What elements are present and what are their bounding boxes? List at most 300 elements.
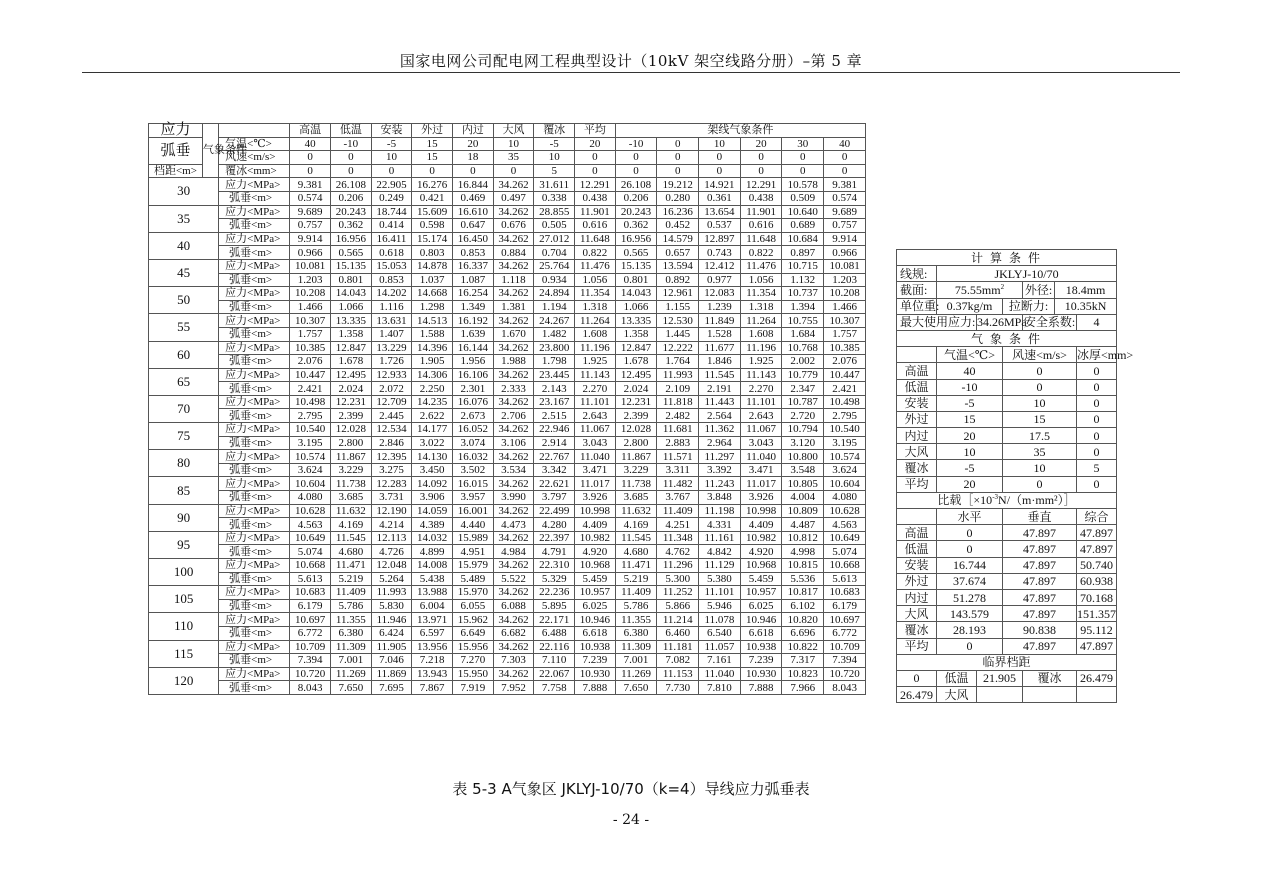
- stress-cell: 9.914: [824, 232, 866, 246]
- sag-cell: 3.926: [740, 491, 782, 505]
- stress-cell: 11.101: [699, 586, 741, 600]
- weather-wind: 10: [1003, 460, 1077, 476]
- sag-cell: 0.801: [331, 273, 372, 287]
- stress-cell: 34.262: [493, 232, 534, 246]
- sag-cell: 1.087: [453, 273, 494, 287]
- span-value: 105: [149, 586, 219, 613]
- stress-cell: 10.968: [740, 559, 782, 573]
- weather-wind: 10: [1003, 395, 1077, 411]
- sag-cell: 4.214: [371, 518, 412, 532]
- stress-cell: 11.901: [575, 205, 616, 219]
- specific-load-name: 覆冰: [897, 622, 937, 638]
- temperature-cell: -5: [371, 137, 412, 151]
- stress-cell: 10.768: [782, 341, 824, 355]
- sag-cell: 4.762: [657, 545, 699, 559]
- sag-cell: 2.301: [453, 382, 494, 396]
- stress-cell: 23.445: [534, 368, 575, 382]
- weather-temp: -5: [937, 395, 1003, 411]
- ice-cell: 0: [575, 164, 616, 178]
- stress-cell: 16.015: [453, 477, 494, 491]
- sag-cell: 5.459: [575, 572, 616, 586]
- stress-cell: 11.040: [699, 667, 741, 681]
- header-row-conditions: [149, 124, 866, 138]
- stress-cell: 34.262: [493, 640, 534, 654]
- span-value: 100: [149, 559, 219, 586]
- stress-cell: 16.450: [453, 232, 494, 246]
- sag-cell: 0.647: [453, 219, 494, 233]
- stress-cell: 12.222: [657, 341, 699, 355]
- table-row-sag: [149, 300, 866, 314]
- span-value: 55: [149, 314, 219, 341]
- sag-cell: 5.074: [824, 545, 866, 559]
- area-value: 75.55mm: [954, 282, 1001, 297]
- specific-load-combined: 47.897: [1077, 525, 1117, 541]
- stress-cell: 14.396: [412, 341, 453, 355]
- stress-row-label: 应力<MPa>: [219, 450, 290, 464]
- sag-cell: 2.421: [824, 382, 866, 396]
- table-row-stress: [149, 232, 866, 246]
- wind-cell: 0: [657, 151, 699, 165]
- stress-row-label: 应力<MPa>: [219, 287, 290, 301]
- table-row-stress: [149, 287, 866, 301]
- stress-cell: 18.744: [371, 205, 412, 219]
- stress-cell: 34.262: [493, 368, 534, 382]
- stress-cell: 12.495: [331, 368, 372, 382]
- model-value: JKLYJ-10/70: [937, 266, 1117, 282]
- temperature-cell: 40: [824, 137, 866, 151]
- sag-cell: 4.899: [412, 545, 453, 559]
- stress-cell: 11.471: [615, 559, 657, 573]
- sag-cell: 2.347: [782, 382, 824, 396]
- stress-cell: 9.381: [290, 178, 331, 192]
- sag-cell: 0.934: [534, 273, 575, 287]
- stress-cell: 13.631: [371, 314, 412, 328]
- stress-cell: 11.196: [575, 341, 616, 355]
- weather-row: [897, 476, 1117, 492]
- stress-cell: 12.961: [657, 287, 699, 301]
- sag-cell: 0.414: [371, 219, 412, 233]
- max-stress-label: 最大使用应力:: [897, 314, 977, 330]
- sag-cell: 1.298: [412, 300, 453, 314]
- sag-cell: 6.424: [371, 626, 412, 640]
- temperature-cell: 20: [453, 137, 494, 151]
- sag-cell: 7.082: [657, 654, 699, 668]
- specific-load-title-pre: 比载［×10: [937, 493, 993, 508]
- sag-cell: 7.001: [615, 654, 657, 668]
- stress-cell: 10.787: [782, 395, 824, 409]
- weather-col-wind: 风速<m/s>: [1003, 347, 1077, 363]
- sag-cell: 1.445: [657, 327, 699, 341]
- stress-cell: 23.167: [534, 395, 575, 409]
- critical-span-condition: 覆冰: [1023, 670, 1077, 686]
- stress-cell: 34.262: [493, 287, 534, 301]
- sag-cell: 0.853: [371, 273, 412, 287]
- sag-cell: 6.696: [782, 626, 824, 640]
- sag-cell: 6.618: [740, 626, 782, 640]
- sag-cell: 0.757: [824, 219, 866, 233]
- sag-cell: 1.798: [534, 355, 575, 369]
- sag-cell: 8.043: [824, 681, 866, 695]
- weather-name: 安装: [897, 395, 937, 411]
- stress-cell: 22.946: [534, 423, 575, 437]
- sag-cell: 6.004: [412, 599, 453, 613]
- sag-cell: 0.822: [575, 246, 616, 260]
- specific-load-horizontal: 37.674: [937, 573, 1003, 589]
- stress-cell: 11.264: [740, 314, 782, 328]
- wind-cell: 10: [534, 151, 575, 165]
- sag-cell: 3.074: [453, 436, 494, 450]
- stress-cell: 13.335: [331, 314, 372, 328]
- sag-cell: 1.846: [699, 355, 741, 369]
- sag-cell: 5.438: [412, 572, 453, 586]
- sag-cell: 0.822: [740, 246, 782, 260]
- stress-cell: 15.956: [453, 640, 494, 654]
- stress-cell: 22.397: [534, 531, 575, 545]
- stress-cell: 22.905: [371, 178, 412, 192]
- stress-cell: 15.053: [371, 259, 412, 273]
- sag-cell: 8.043: [290, 681, 331, 695]
- stress-cell: 12.283: [371, 477, 412, 491]
- stress-sag-table: [148, 123, 866, 695]
- stress-cell: 24.267: [534, 314, 575, 328]
- sag-cell: 2.622: [412, 409, 453, 423]
- specific-load-title: [897, 492, 1117, 508]
- ice-cell: 0: [453, 164, 494, 178]
- header-blank: [219, 124, 290, 138]
- sag-cell: 3.195: [824, 436, 866, 450]
- specific-load-row: [897, 557, 1117, 573]
- stress-cell: 11.648: [575, 232, 616, 246]
- stress-cell: 11.738: [615, 477, 657, 491]
- sag-row-label: 弧垂<m>: [219, 599, 290, 613]
- specific-load-title-row: [897, 492, 1117, 508]
- sag-cell: 4.563: [824, 518, 866, 532]
- stress-cell: 11.905: [371, 640, 412, 654]
- wind-cell: 0: [575, 151, 616, 165]
- sag-row-label: 弧垂<m>: [219, 327, 290, 341]
- weather-wind: 0: [1003, 476, 1077, 492]
- weather-row: [897, 428, 1117, 444]
- stress-cell: 15.174: [412, 232, 453, 246]
- sag-cell: 2.515: [534, 409, 575, 423]
- stress-row-label: 应力<MPa>: [219, 178, 290, 192]
- sag-cell: 1.394: [782, 300, 824, 314]
- stress-cell: 34.262: [493, 341, 534, 355]
- sag-cell: 4.389: [412, 518, 453, 532]
- stress-cell: 25.764: [534, 259, 575, 273]
- sag-cell: 6.102: [782, 599, 824, 613]
- stress-cell: 34.262: [493, 205, 534, 219]
- sag-cell: 1.608: [740, 327, 782, 341]
- stress-cell: 11.849: [699, 314, 741, 328]
- stress-cell: 12.231: [615, 395, 657, 409]
- sag-cell: 1.639: [453, 327, 494, 341]
- sag-cell: 5.786: [331, 599, 372, 613]
- stress-cell: 12.028: [331, 423, 372, 437]
- specific-load-name: 平均: [897, 638, 937, 654]
- ice-cell: 0: [290, 164, 331, 178]
- table-row-sag: [149, 626, 866, 640]
- weather-ice: 0: [1077, 428, 1117, 444]
- table-row-sag: [149, 681, 866, 695]
- sag-cell: 7.303: [493, 654, 534, 668]
- sag-cell: 3.767: [657, 491, 699, 505]
- stress-cell: 34.262: [493, 531, 534, 545]
- sag-cell: 1.203: [824, 273, 866, 287]
- span-value: 40: [149, 232, 219, 259]
- sag-cell: 2.270: [575, 382, 616, 396]
- model-row: [897, 266, 1117, 282]
- stress-cell: 13.229: [371, 341, 412, 355]
- weather-wind: 0: [1003, 379, 1077, 395]
- sag-cell: 5.786: [615, 599, 657, 613]
- sag-cell: 7.239: [740, 654, 782, 668]
- sag-cell: 0.616: [740, 219, 782, 233]
- stress-cell: 10.498: [290, 395, 331, 409]
- stress-cell: 10.640: [782, 205, 824, 219]
- stress-cell: 15.989: [453, 531, 494, 545]
- stress-cell: 10.794: [782, 423, 824, 437]
- table-row-sag: [149, 545, 866, 559]
- sag-cell: 2.795: [290, 409, 331, 423]
- specific-load-horizontal: 143.579: [937, 606, 1003, 622]
- stress-cell: 10.720: [290, 667, 331, 681]
- stress-cell: 16.610: [453, 205, 494, 219]
- stress-cell: 20.243: [331, 205, 372, 219]
- sag-row-label: 弧垂<m>: [219, 518, 290, 532]
- stress-cell: 13.988: [412, 586, 453, 600]
- sag-row-label: 弧垂<m>: [219, 654, 290, 668]
- stress-cell: 10.683: [824, 586, 866, 600]
- weather-temp: 20: [937, 428, 1003, 444]
- temperature-cell: 15: [412, 137, 453, 151]
- outer-diameter-label: 外径:: [1023, 282, 1055, 298]
- weather-temp: 20: [937, 476, 1003, 492]
- stress-cell: 11.648: [740, 232, 782, 246]
- sag-cell: 7.650: [615, 681, 657, 695]
- header-row-wind: [149, 151, 866, 165]
- stress-cell: 10.946: [740, 613, 782, 627]
- ice-cell: 0: [740, 164, 782, 178]
- stress-cell: 11.129: [699, 559, 741, 573]
- sag-cell: 1.349: [453, 300, 494, 314]
- sag-cell: 0.206: [331, 191, 372, 205]
- sag-cell: 0.977: [699, 273, 741, 287]
- stress-row-label: 应力<MPa>: [219, 341, 290, 355]
- temperature-cell: 30: [782, 137, 824, 151]
- sag-cell: 4.563: [290, 518, 331, 532]
- stress-row-label: 应力<MPa>: [219, 477, 290, 491]
- stress-cell: 11.632: [331, 504, 372, 518]
- stress-cell: 34.262: [493, 314, 534, 328]
- stress-cell: 15.979: [453, 559, 494, 573]
- header-rule: [82, 72, 1180, 73]
- stress-cell: 11.067: [740, 423, 782, 437]
- sag-cell: 3.685: [331, 491, 372, 505]
- sag-cell: 6.772: [824, 626, 866, 640]
- weather-wind: 15: [1003, 411, 1077, 427]
- sag-cell: 7.919: [453, 681, 494, 695]
- condition-header: 覆冰: [534, 124, 575, 138]
- sag-cell: 1.956: [453, 355, 494, 369]
- sag-cell: 5.522: [493, 572, 534, 586]
- ice-cell: 0: [412, 164, 453, 178]
- sag-cell: 0.966: [824, 246, 866, 260]
- temperature-cell: -10: [331, 137, 372, 151]
- ice-cell: 0: [699, 164, 741, 178]
- sag-cell: 3.106: [493, 436, 534, 450]
- stress-cell: 14.059: [412, 504, 453, 518]
- ice-cell: 0: [331, 164, 372, 178]
- specific-load-horizontal: 0: [937, 541, 1003, 557]
- sag-cell: 1.764: [657, 355, 699, 369]
- stress-cell: 10.737: [782, 287, 824, 301]
- sag-cell: 7.394: [290, 654, 331, 668]
- stress-row-label: 应力<MPa>: [219, 395, 290, 409]
- stress-cell: 10.540: [290, 423, 331, 437]
- sag-cell: 5.613: [824, 572, 866, 586]
- stress-cell: 34.262: [493, 178, 534, 192]
- span-value: 75: [149, 423, 219, 450]
- stress-cell: 12.709: [371, 395, 412, 409]
- sag-cell: 1.116: [371, 300, 412, 314]
- weather-name: 外过: [897, 411, 937, 427]
- ice-row-label: 覆冰<mm>: [219, 164, 290, 178]
- sag-row-label: 弧垂<m>: [219, 300, 290, 314]
- stress-cell: 13.594: [657, 259, 699, 273]
- sag-cell: 1.925: [740, 355, 782, 369]
- sag-cell: 0.689: [782, 219, 824, 233]
- critical-span-condition: 大风: [937, 687, 977, 703]
- weather-ice: 0: [1077, 363, 1117, 379]
- sag-row-label: 弧垂<m>: [219, 246, 290, 260]
- sag-cell: 3.797: [534, 491, 575, 505]
- wind-cell: 15: [412, 151, 453, 165]
- area-label: 截面:: [897, 282, 937, 298]
- stress-cell: 22.236: [534, 586, 575, 600]
- sag-cell: 1.726: [371, 355, 412, 369]
- table-caption: 表 5-3 A气象区 JKLYJ-10/70（k=4）导线应力弧垂表: [452, 780, 810, 798]
- stress-cell: 16.236: [657, 205, 699, 219]
- stress-cell: 14.130: [412, 450, 453, 464]
- sag-row-label: 弧垂<m>: [219, 491, 290, 505]
- sag-cell: 0.676: [493, 219, 534, 233]
- temperature-cell: 40: [290, 137, 331, 151]
- sag-cell: 5.946: [699, 599, 741, 613]
- sag-cell: 3.502: [453, 463, 494, 477]
- specific-load-vertical: 47.897: [1003, 541, 1077, 557]
- sag-cell: 7.758: [534, 681, 575, 695]
- sag-cell: 6.179: [824, 599, 866, 613]
- stress-cell: 11.143: [740, 368, 782, 382]
- sag-cell: 0.438: [575, 191, 616, 205]
- sag-cell: 1.066: [331, 300, 372, 314]
- stress-cell: 9.381: [824, 178, 866, 192]
- temperature-cell: 10: [699, 137, 741, 151]
- sag-cell: 6.682: [493, 626, 534, 640]
- stress-cell: 16.411: [371, 232, 412, 246]
- stress-row-label: 应力<MPa>: [219, 314, 290, 328]
- table-row-stress: [149, 314, 866, 328]
- sag-row-label: 弧垂<m>: [219, 626, 290, 640]
- critical-span-title-row: [897, 654, 1117, 670]
- stress-cell: 11.901: [740, 205, 782, 219]
- stress-cell: 10.540: [824, 423, 866, 437]
- stress-cell: 13.654: [699, 205, 741, 219]
- stress-row-label: 应力<MPa>: [219, 667, 290, 681]
- weather-temp: 15: [937, 411, 1003, 427]
- stress-row-label: 应力<MPa>: [219, 504, 290, 518]
- sag-cell: 4.680: [331, 545, 372, 559]
- stress-cell: 11.354: [575, 287, 616, 301]
- sag-cell: 3.342: [534, 463, 575, 477]
- stress-cell: 34.262: [493, 450, 534, 464]
- stress-cell: 11.545: [615, 531, 657, 545]
- stress-cell: 34.262: [493, 423, 534, 437]
- condition-header: 大风: [493, 124, 534, 138]
- stress-cell: 10.697: [290, 613, 331, 627]
- sag-cell: 0.249: [371, 191, 412, 205]
- sag-cell: 4.004: [782, 491, 824, 505]
- sag-cell: 3.906: [412, 491, 453, 505]
- sag-cell: 4.331: [699, 518, 741, 532]
- sag-cell: 4.080: [290, 491, 331, 505]
- stress-cell: 11.993: [371, 586, 412, 600]
- stress-cell: 10.938: [740, 640, 782, 654]
- stress-cell: 10.930: [575, 667, 616, 681]
- sag-cell: 7.650: [331, 681, 372, 695]
- install-conditions-header: 架线气象条件: [615, 124, 865, 138]
- specific-load-title-post: N/（m·mm²）］: [998, 493, 1076, 508]
- sag-cell: 6.460: [657, 626, 699, 640]
- temperature-cell: 10: [493, 137, 534, 151]
- stress-cell: 11.214: [657, 613, 699, 627]
- stress-cell: 14.043: [331, 287, 372, 301]
- stress-cell: 11.355: [615, 613, 657, 627]
- sag-cell: 7.001: [331, 654, 372, 668]
- stress-cell: 11.409: [657, 504, 699, 518]
- sag-cell: 0.362: [615, 219, 657, 233]
- stress-cell: 10.649: [290, 531, 331, 545]
- stress-cell: 10.628: [824, 504, 866, 518]
- stress-cell: 14.202: [371, 287, 412, 301]
- sag-cell: 4.409: [740, 518, 782, 532]
- sag-cell: 3.195: [290, 436, 331, 450]
- sag-cell: 4.680: [615, 545, 657, 559]
- sag-cell: 2.024: [615, 382, 657, 396]
- sag-cell: 3.311: [657, 463, 699, 477]
- critical-span-condition: 低温: [937, 670, 977, 686]
- weather-name: 覆冰: [897, 460, 937, 476]
- sag-cell: 2.914: [534, 436, 575, 450]
- table-row-sag: [149, 355, 866, 369]
- stress-cell: 10.683: [290, 586, 331, 600]
- stress-cell: 22.171: [534, 613, 575, 627]
- sag-cell: 7.810: [699, 681, 741, 695]
- sag-cell: 4.169: [615, 518, 657, 532]
- stress-cell: 10.720: [824, 667, 866, 681]
- sag-row-label: 弧垂<m>: [219, 409, 290, 423]
- weather-col-ice: 冰厚<mm>: [1077, 347, 1134, 362]
- sag-cell: 1.905: [412, 355, 453, 369]
- sag-cell: 2.795: [824, 409, 866, 423]
- specific-load-horizontal: 0: [937, 638, 1003, 654]
- stress-cell: 14.032: [412, 531, 453, 545]
- table-row-sag: [149, 463, 866, 477]
- stress-cell: 28.855: [534, 205, 575, 219]
- sag-cell: 7.317: [782, 654, 824, 668]
- specific-load-name: 内过: [897, 589, 937, 605]
